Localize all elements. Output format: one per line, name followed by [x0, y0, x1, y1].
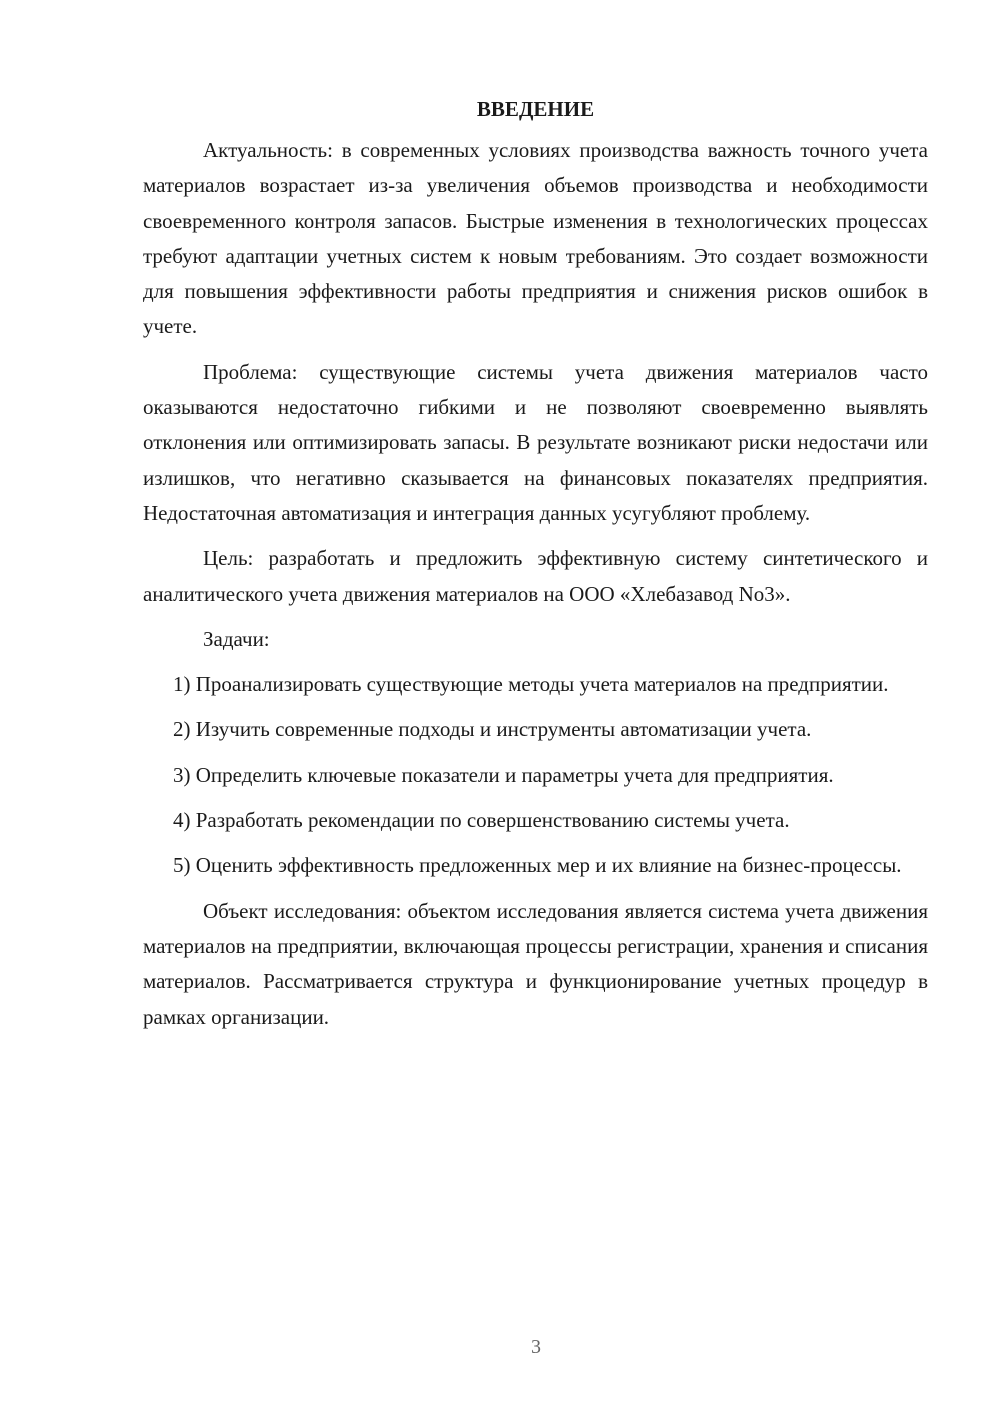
page-title: ВВЕДЕНИЕ — [476, 97, 595, 121]
task-item: 2) Изучить современные подходы и инструменты автоматизации учета. — [173, 717, 812, 742]
tasks-heading: Задачи: — [203, 626, 270, 651]
task-item: 5) Оценить эффективность предложенных мер и их влияние на бизнес-процессы. — [173, 853, 902, 878]
document-page — [143, 92, 928, 1045]
relevance-paragraph: Актуальность: в современных условиях производства важность точного учета материалов возрастает из-за увеличения объемов производства и необходимости своевременного контроля запасов. Быстрые изменения в технологических процессах требуют адаптации учетных систем к новым требованиям. Это создает возможности для повышения эффективности работы предприятия и снижения рисков ошибок в учете. — [143, 138, 928, 339]
object-paragraph: Объект исследования: объектом исследования является система учета движения материалов на предприятии, включающая процессы регистрации, хранения и списания материалов. Рассматривается структура и функционирование учетных процедур в рамках организации. — [143, 898, 928, 1029]
task-item: 4) Разработать рекомендации по совершенствованию системы учета. — [173, 808, 790, 833]
tasks-list — [143, 667, 928, 883]
page-number: 3 — [531, 1336, 541, 1358]
task-item: 1) Проанализировать существующие методы учета материалов на предприятии. — [173, 672, 889, 697]
goal-paragraph: Цель: разработать и предложить эффективную систему синтетического и аналитического учета движения материалов на ООО «Хлебазавод No3». — [143, 546, 928, 606]
problem-paragraph: Проблема: существующие системы учета движения материалов часто оказываются недостаточно гибкими и не позволяют своевременно выявлять отклонения или оптимизировать запасы. В результате возникают риски недостачи или излишков, что негативно сказывается на финансовых показателях предприятия. Недостаточная автоматизация и интеграция данных усугубляют проблему. — [143, 359, 928, 525]
task-item: 3) Определить ключевые показатели и параметры учета для предприятия. — [173, 762, 834, 787]
